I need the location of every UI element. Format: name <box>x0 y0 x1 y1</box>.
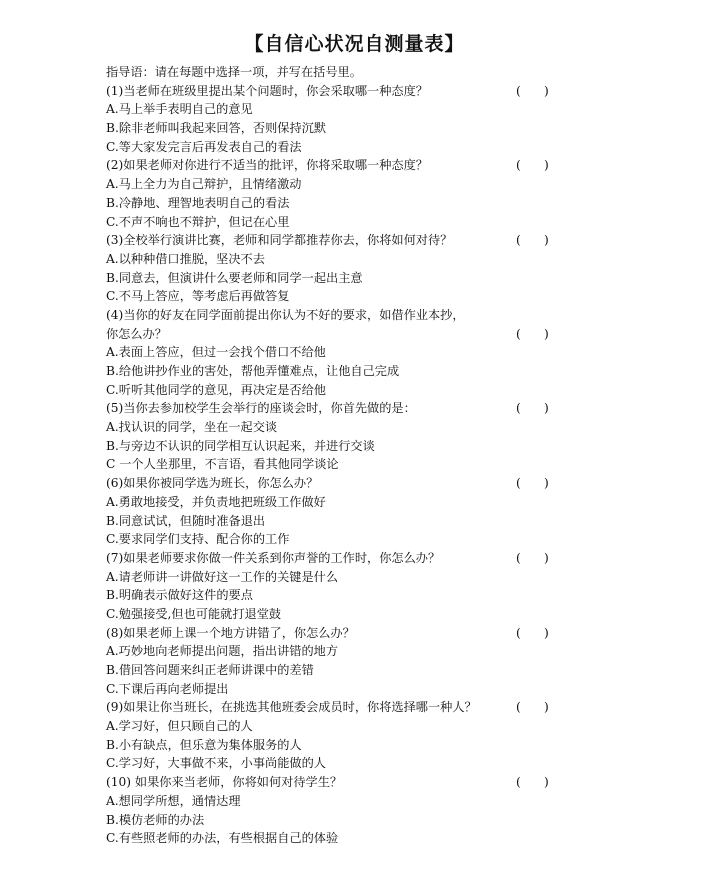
question-text: (3)全校举行演讲比赛，老师和同学都推荐你去，你将如何对待？ <box>106 233 453 248</box>
option-a: A.想同学所想，通情达理 <box>106 793 241 808</box>
option-a: A.请老师讲一讲做好这一工作的关键是什么 <box>106 569 339 584</box>
option-c: C.要求同学们支持、配合你的工作 <box>106 532 290 547</box>
answer-blank[interactable]: ( ) <box>516 476 549 491</box>
option-a: A.巧妙地向老师提出问题，指出讲错的地方 <box>106 644 339 659</box>
answer-blank[interactable]: ( ) <box>516 775 549 790</box>
option-a: A.勇敢地接受，并负责地把班级工作做好 <box>106 494 326 509</box>
option-a: A.表面上答应，但过一会找个借口不给他 <box>106 345 326 360</box>
option-b: B.明确表示做好这件的要点 <box>106 588 253 603</box>
question-10 <box>106 773 556 792</box>
question-8 <box>106 624 556 643</box>
question-text: (5)当你去参加校学生会举行的座谈会时，你首先做的是： <box>106 401 416 416</box>
questionnaire-body <box>106 63 556 848</box>
answer-blank[interactable]: ( ) <box>516 401 549 416</box>
question-text: (7)如果老师要求你做一件关系到你声誉的工作时，你怎么办？ <box>106 550 441 565</box>
question-text: (4)当你的好友在同学面前提出你认为不好的要求，如借作业本抄， <box>106 307 465 322</box>
option-a: A.找认识的同学，坐在一起交谈 <box>106 420 278 435</box>
option-c: C.勉强接受,但也可能就打退堂鼓 <box>106 606 282 621</box>
question-3 <box>106 231 556 250</box>
option-b: B.冷静地、理智地表明自己的看法 <box>106 195 290 210</box>
option-c: C.下课后再向老师提出 <box>106 681 229 696</box>
option-c: C 一个人坐那里，不言语，看其他同学谈论 <box>106 457 339 472</box>
option-c: C.不马上答应，等考虑后再做答复 <box>106 289 290 304</box>
question-text: (6)如果你被同学选为班长，你怎么办？ <box>106 476 319 491</box>
option-c: C.等大家发完言后再发表自己的看法 <box>106 139 302 154</box>
option-b: B.同意试试，但随时准备退出 <box>106 513 266 528</box>
option-c: C.有些照老师的办法，有些根据自己的体验 <box>106 831 339 846</box>
option-c: C.听听其他同学的意见，再决定是否给他 <box>106 382 326 397</box>
guide-text: 指导语：请在每题中选择一项，并写在括号里。 <box>106 65 362 79</box>
answer-blank[interactable]: ( ) <box>516 625 549 640</box>
option-a: A.学习好，但只顾自己的人 <box>106 719 253 734</box>
option-b: B.给他讲抄作业的害处，帮他弄懂难点，让他自己完成 <box>106 364 400 378</box>
option-a: A.马上全力为自己辩护，且情绪激动 <box>106 177 302 192</box>
question-5 <box>106 399 556 418</box>
question-7 <box>106 549 556 568</box>
question-4-continued <box>106 325 556 344</box>
question-2 <box>106 156 556 175</box>
page-title: 【自信心状况自测量表】 <box>244 33 465 55</box>
option-a: A.以种种借口推脱，坚决不去 <box>106 251 265 266</box>
question-text: (9)如果让你当班长，在挑选其他班委会成员时，你将选择哪一种人？ <box>106 700 477 715</box>
option-b: B.同意去，但演讲什么要老师和同学一起出主意 <box>106 270 363 285</box>
question-text: (8)如果老师上课一个地方讲错了，你怎么办？ <box>106 625 355 640</box>
question-text-continued: 你怎么办？ <box>106 326 167 341</box>
answer-blank[interactable]: ( ) <box>516 550 549 565</box>
question-text: (10) 如果你来当老师，你将如何对待学生？ <box>106 775 343 790</box>
question-text: (1)当老师在班级里提出某个问题时，你会采取哪一种态度？ <box>106 83 428 98</box>
option-b: B.小有缺点，但乐意为集体服务的人 <box>106 737 302 752</box>
answer-blank[interactable]: ( ) <box>516 83 549 98</box>
question-1 <box>106 82 556 101</box>
option-b: B.与旁边不认识的同学相互认识起来，并进行交谈 <box>106 438 375 453</box>
option-b: B.借回答问题来纠正老师讲课中的差错 <box>106 663 314 677</box>
option-a: A.马上举手表明自己的意见 <box>106 102 253 117</box>
answer-blank[interactable]: ( ) <box>516 158 549 173</box>
question-4 <box>106 306 556 325</box>
option-b: B.模仿老师的办法 <box>106 812 205 827</box>
option-b: B.除非老师叫我起来回答，否则保持沉默 <box>106 121 327 136</box>
answer-blank[interactable]: ( ) <box>516 326 549 341</box>
question-text: (2)如果老师对你进行不适当的批评，你将采取哪一种态度？ <box>106 158 428 173</box>
option-c: C.不声不响也不辩护，但记在心里 <box>106 214 290 229</box>
question-6 <box>106 474 556 493</box>
answer-blank[interactable]: ( ) <box>516 233 549 248</box>
answer-blank[interactable]: ( ) <box>516 700 549 715</box>
option-c: C.学习好，大事做不来，小事尚能做的人 <box>106 756 326 771</box>
question-9 <box>106 698 556 717</box>
